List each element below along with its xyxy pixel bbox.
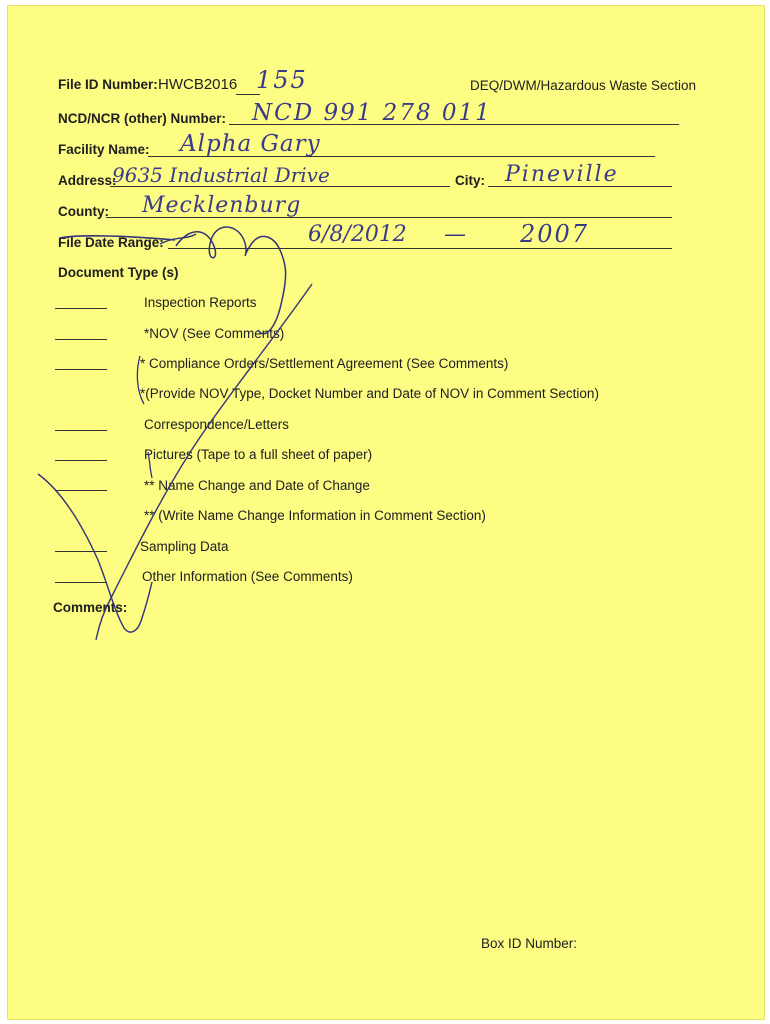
facility-label: Facility Name: <box>58 142 150 157</box>
date-dash: — <box>444 222 466 247</box>
date-start-handwritten: 6/8/2012 <box>308 222 407 247</box>
doc-item: Other Information (See Comments) <box>142 569 353 584</box>
doc-item: *NOV (See Comments) <box>144 326 285 341</box>
date-end-handwritten: 2007 <box>520 220 590 248</box>
address-label: Address: <box>58 173 117 188</box>
doc-item: * Compliance Orders/Settlement Agreement (See Comments) <box>140 356 509 371</box>
county-label: County: <box>58 204 109 219</box>
file-id-label: File ID Number: <box>58 77 158 92</box>
city-handwritten: Pineville <box>505 162 619 187</box>
address-handwritten: 9635 Industrial Drive <box>112 163 330 187</box>
facility-handwritten: Alpha Gary <box>180 131 321 157</box>
diagonal-slash <box>96 284 312 640</box>
doc-type-label: Document Type (s) <box>58 265 179 280</box>
check-mark <box>38 474 152 632</box>
date-range-label: File Date Range: <box>58 235 164 250</box>
scribble-strike <box>60 236 175 240</box>
doc-item: Sampling Data <box>140 539 229 554</box>
file-id-handwritten: 155 <box>256 66 308 94</box>
county-handwritten: Mecklenburg <box>142 193 302 218</box>
file-id-printed: HWCB2016 <box>158 76 238 93</box>
comments-label: Comments: <box>53 600 128 615</box>
box-id-label: Box ID Number: <box>481 936 578 951</box>
city-label: City: <box>455 173 485 188</box>
doc-item: ** Name Change and Date of Change <box>144 478 370 493</box>
doc-item-note: *(Provide NOV Type, Docket Number and Date of NOV in Comment Section) <box>140 386 599 401</box>
ncd-handwritten: NCD 991 278 011 <box>252 100 492 126</box>
ncd-label: NCD/NCR (other) Number: <box>58 111 226 126</box>
doc-item: Correspondence/Letters <box>144 417 289 432</box>
doc-item: Inspection Reports <box>144 295 257 310</box>
signature-loops <box>176 227 286 334</box>
doc-item: Pictures (Tape to a full sheet of paper) <box>144 447 373 462</box>
bracket-line <box>137 356 152 478</box>
doc-item-note: ** (Write Name Change Information in Comment Section) <box>144 508 486 523</box>
section-title: DEQ/DWM/Hazardous Waste Section <box>470 78 697 93</box>
